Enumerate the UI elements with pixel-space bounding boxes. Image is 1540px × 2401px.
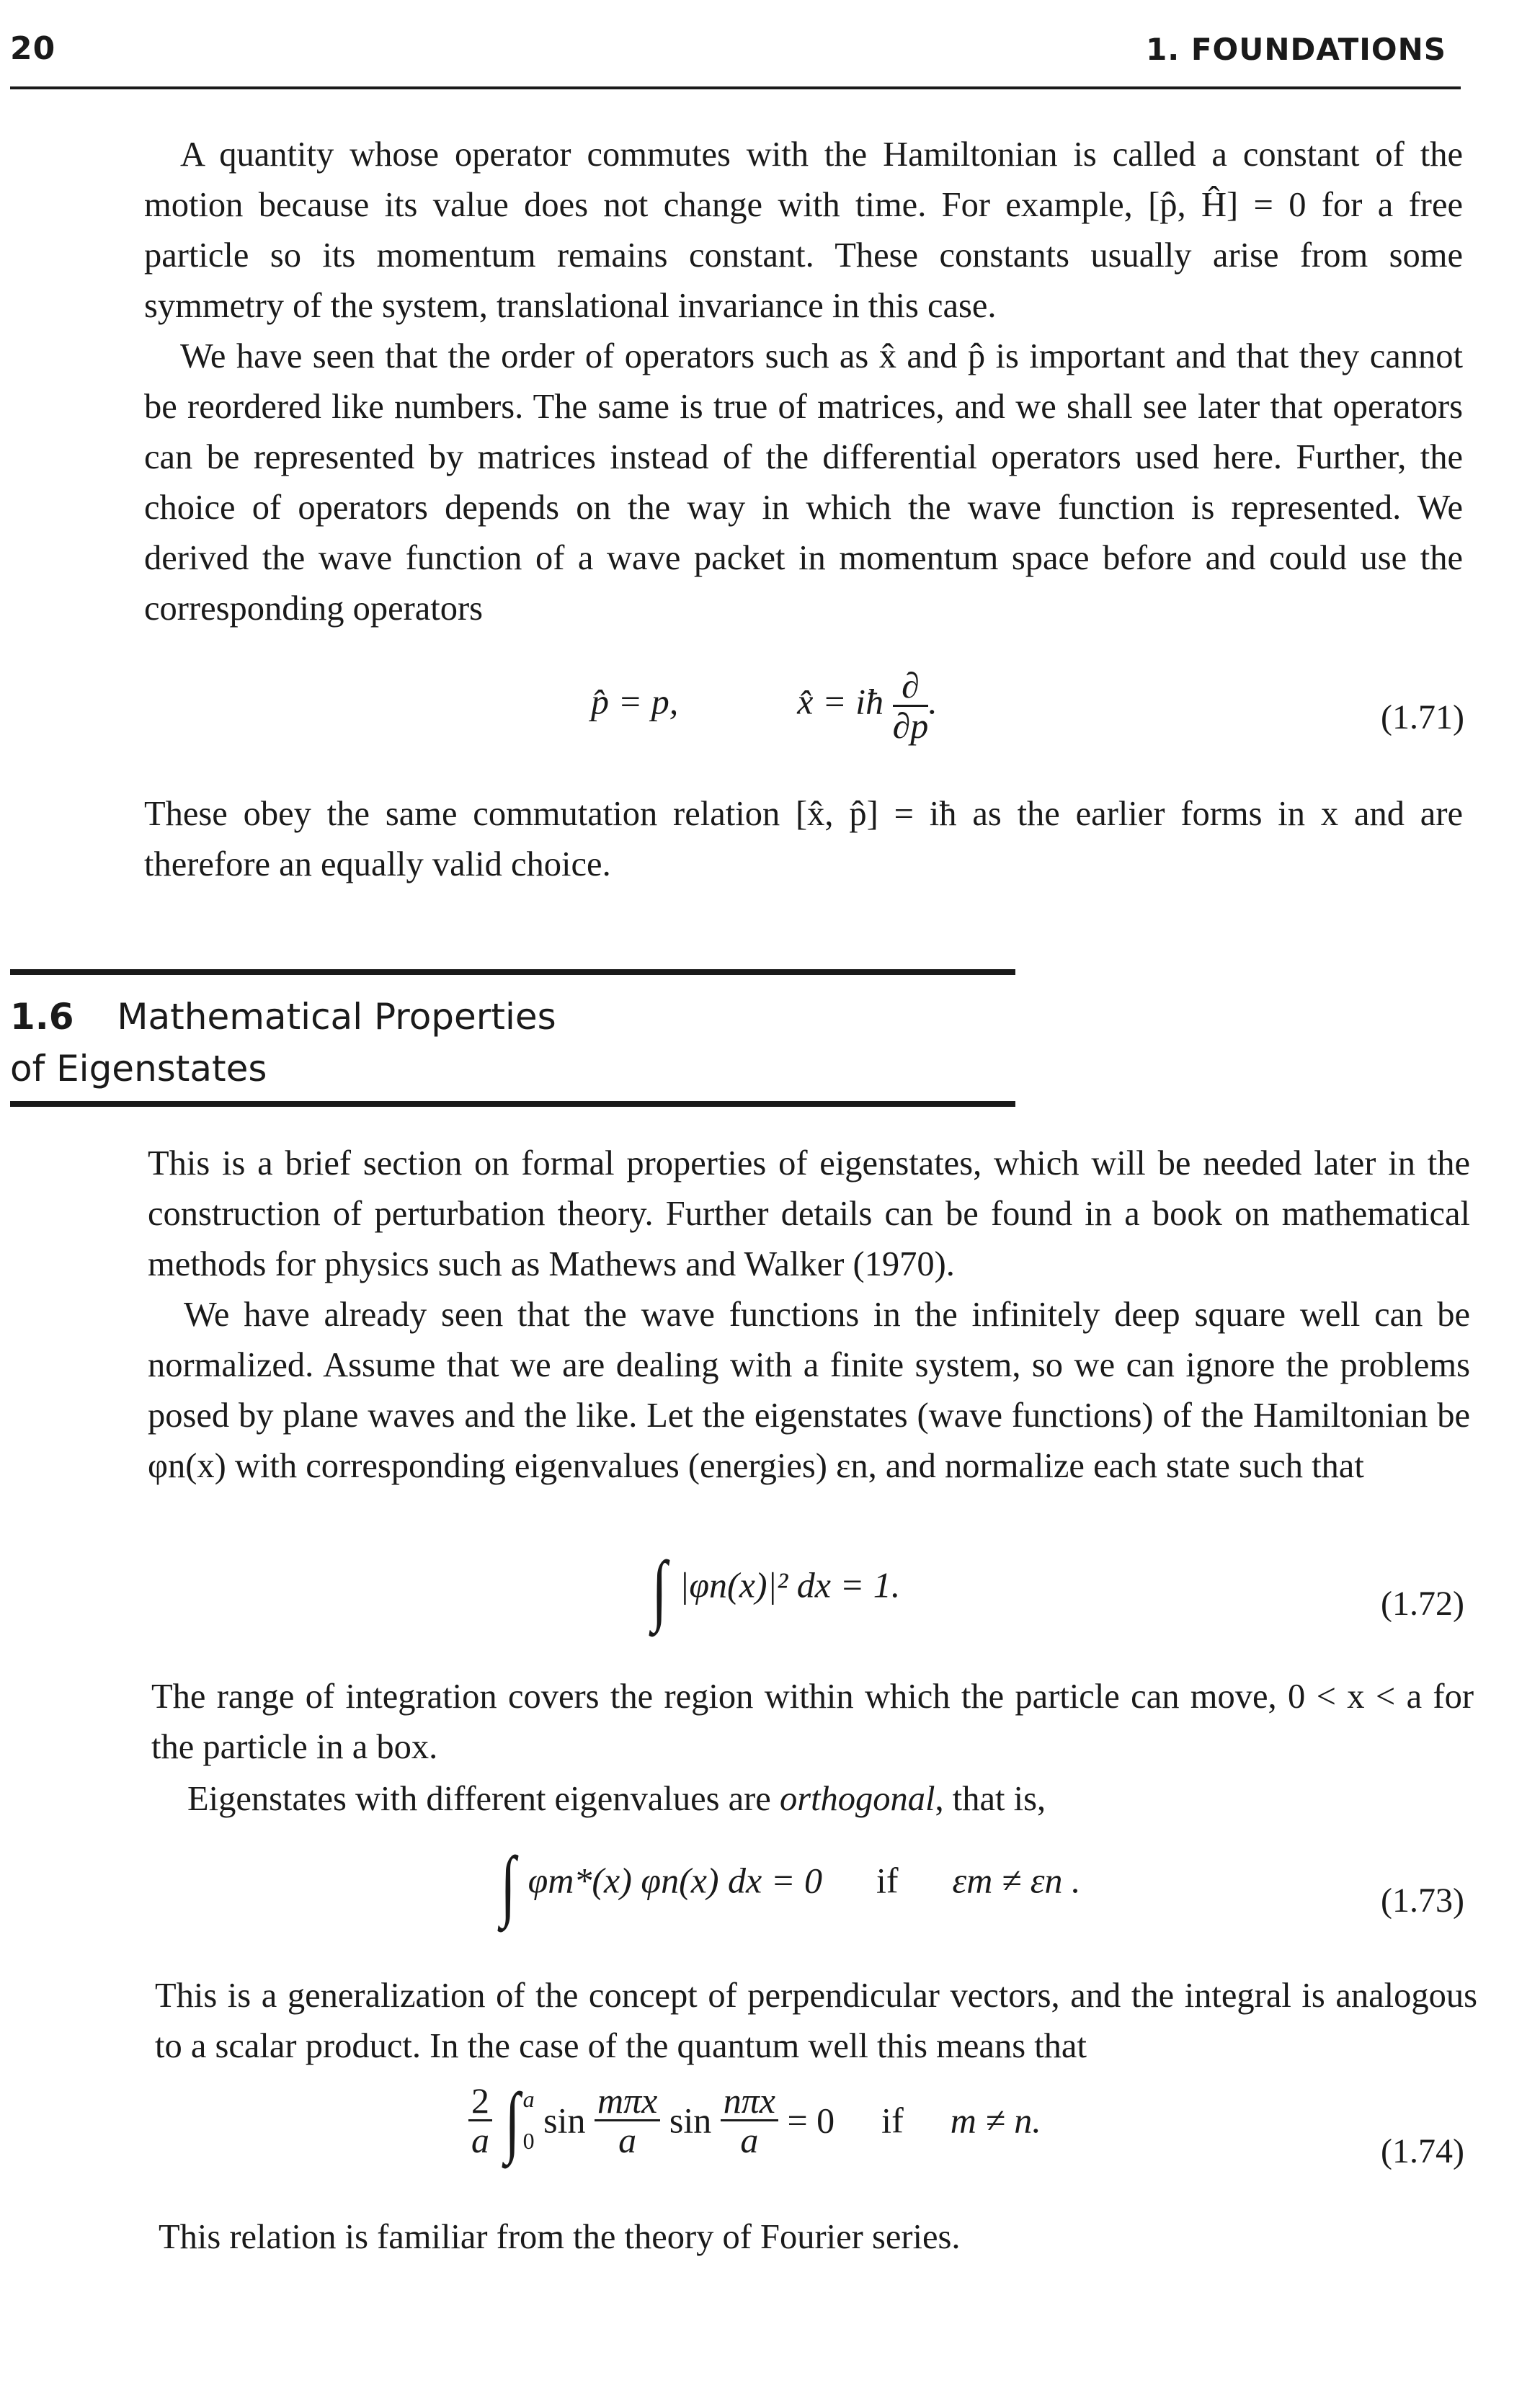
paragraph-orthogonal: Eigenstates with different eigenvalues are orthogonal, that is,: [187, 1780, 1046, 1818]
section-number: 1.6: [10, 996, 74, 1038]
page-number: 20: [10, 30, 56, 67]
equation-number-1-74: (1.74): [1381, 2132, 1464, 2170]
equation-1-72: [649, 1545, 901, 1633]
orthogonal-term: orthogonal: [779, 1780, 935, 1818]
section-rule-top: [10, 969, 1015, 975]
equation-number-1-72: (1.72): [1381, 1585, 1464, 1623]
integral-sign: ∫: [500, 1840, 516, 1928]
section-heading: [10, 991, 556, 1095]
eq171-x-operator: x̂ = iħ: [797, 681, 884, 722]
paragraph-normalization: We have already seen that the wave functions in the infinitely deep square well can be normalized. Assume that we are dealing with a finite system, so we can ignore the problems posed by plane waves and the like. Let the eigenstates (wave functions) of the Hamiltonian be φn(x) with corresponding eigenvalues (energies) εn, and normalize each state such that: [148, 1296, 1470, 1485]
equation-1-73: [497, 1840, 1081, 1928]
eq171-derivative-fraction: $\frac{\partial}{\partial p}$: [892, 665, 929, 746]
integral-sign: ∫: [651, 1545, 667, 1633]
eq173-body: φm*(x) φn(x) dx = 0: [528, 1860, 822, 1901]
eq174-limits: a 0: [522, 2086, 535, 2154]
header-rule: [10, 86, 1461, 89]
paragraph-constants-of-motion: A quantity whose operator commutes with the Hamiltonian is called a constant of the motion because its value does not change with time. For example, [p̂, Ĥ] = 0 for a free particle so its momentum remains constant. These constants usually arise from some symmetry of the system, translational invariance in this case.: [144, 135, 1463, 325]
chapter-title: 1. FOUNDATIONS: [1146, 32, 1446, 67]
section-title-line2: of Eigenstates: [10, 1048, 267, 1090]
eq171-p-operator: p̂ = p,: [591, 681, 679, 722]
paragraph-fourier: This relation is familiar from the theory of Fourier series.: [159, 2218, 961, 2256]
equation-1-74: $\frac{2}{a}$ ∫ a 0 sin $\frac{\text{mπx}}{a}$ sin $\frac{\text{nπx}}{a}$ = 0 if m ≠ n.: [468, 2079, 1041, 2162]
paragraph-operator-order: We have seen that the order of operators such as x̂ and p̂ is important and that they cannot be reordered like numbers. The same is true of matrices, and we shall see later that operators can be represented by matrices instead of the differential operators used here. Further, the choice of operators depends on the way in which the wave function is represented. We derived the wave function of a wave packet in momentum space before and could use the corresponding operators: [144, 337, 1463, 628]
equation-number-1-71: (1.71): [1381, 698, 1464, 736]
eq172-body: |φn(x)|² dx = 1.: [679, 1564, 901, 1605]
paragraph-commutation: These obey the same commutation relation [x̂, p̂] = iħ as the earlier forms in x and are therefore an equally valid choice.: [144, 795, 1463, 883]
eq173-condition: εm ≠ εn .: [952, 1860, 1081, 1901]
equation-1-71: p̂ = p, x̂ = iħ $\frac{\partial}{\partial p}$ .: [591, 665, 938, 746]
eq173-if: if: [876, 1860, 899, 1901]
equation-number-1-73: (1.73): [1381, 1881, 1464, 1920]
section-rule-bottom: [10, 1101, 1015, 1107]
eq174-second-fraction: $\frac{\text{nπx}}{a}$: [721, 2082, 778, 2160]
section-title-line1: Mathematical Properties: [117, 996, 556, 1038]
paragraph-section-intro: This is a brief section on formal properties of eigenstates, which will be needed later in the construction of perturbation theory. Further details can be found in a book on mathematical methods for physics such as Mathews and Walker (1970).: [148, 1144, 1470, 1283]
paragraph-integration-range: The range of integration covers the region within which the particle can move, 0 < x < a for the particle in a box.: [151, 1678, 1474, 1766]
eq174-first-fraction: $\frac{\text{mπx}}{a}$: [595, 2082, 660, 2160]
eq174-prefactor: $\frac{2}{a}$: [468, 2082, 492, 2160]
paragraph-scalar-product: This is a generalization of the concept of perpendicular vectors, and the integral is analogous to a scalar product. In the case of the quantum well this means that: [155, 1977, 1477, 2065]
integral-sign: ∫: [504, 2076, 520, 2165]
